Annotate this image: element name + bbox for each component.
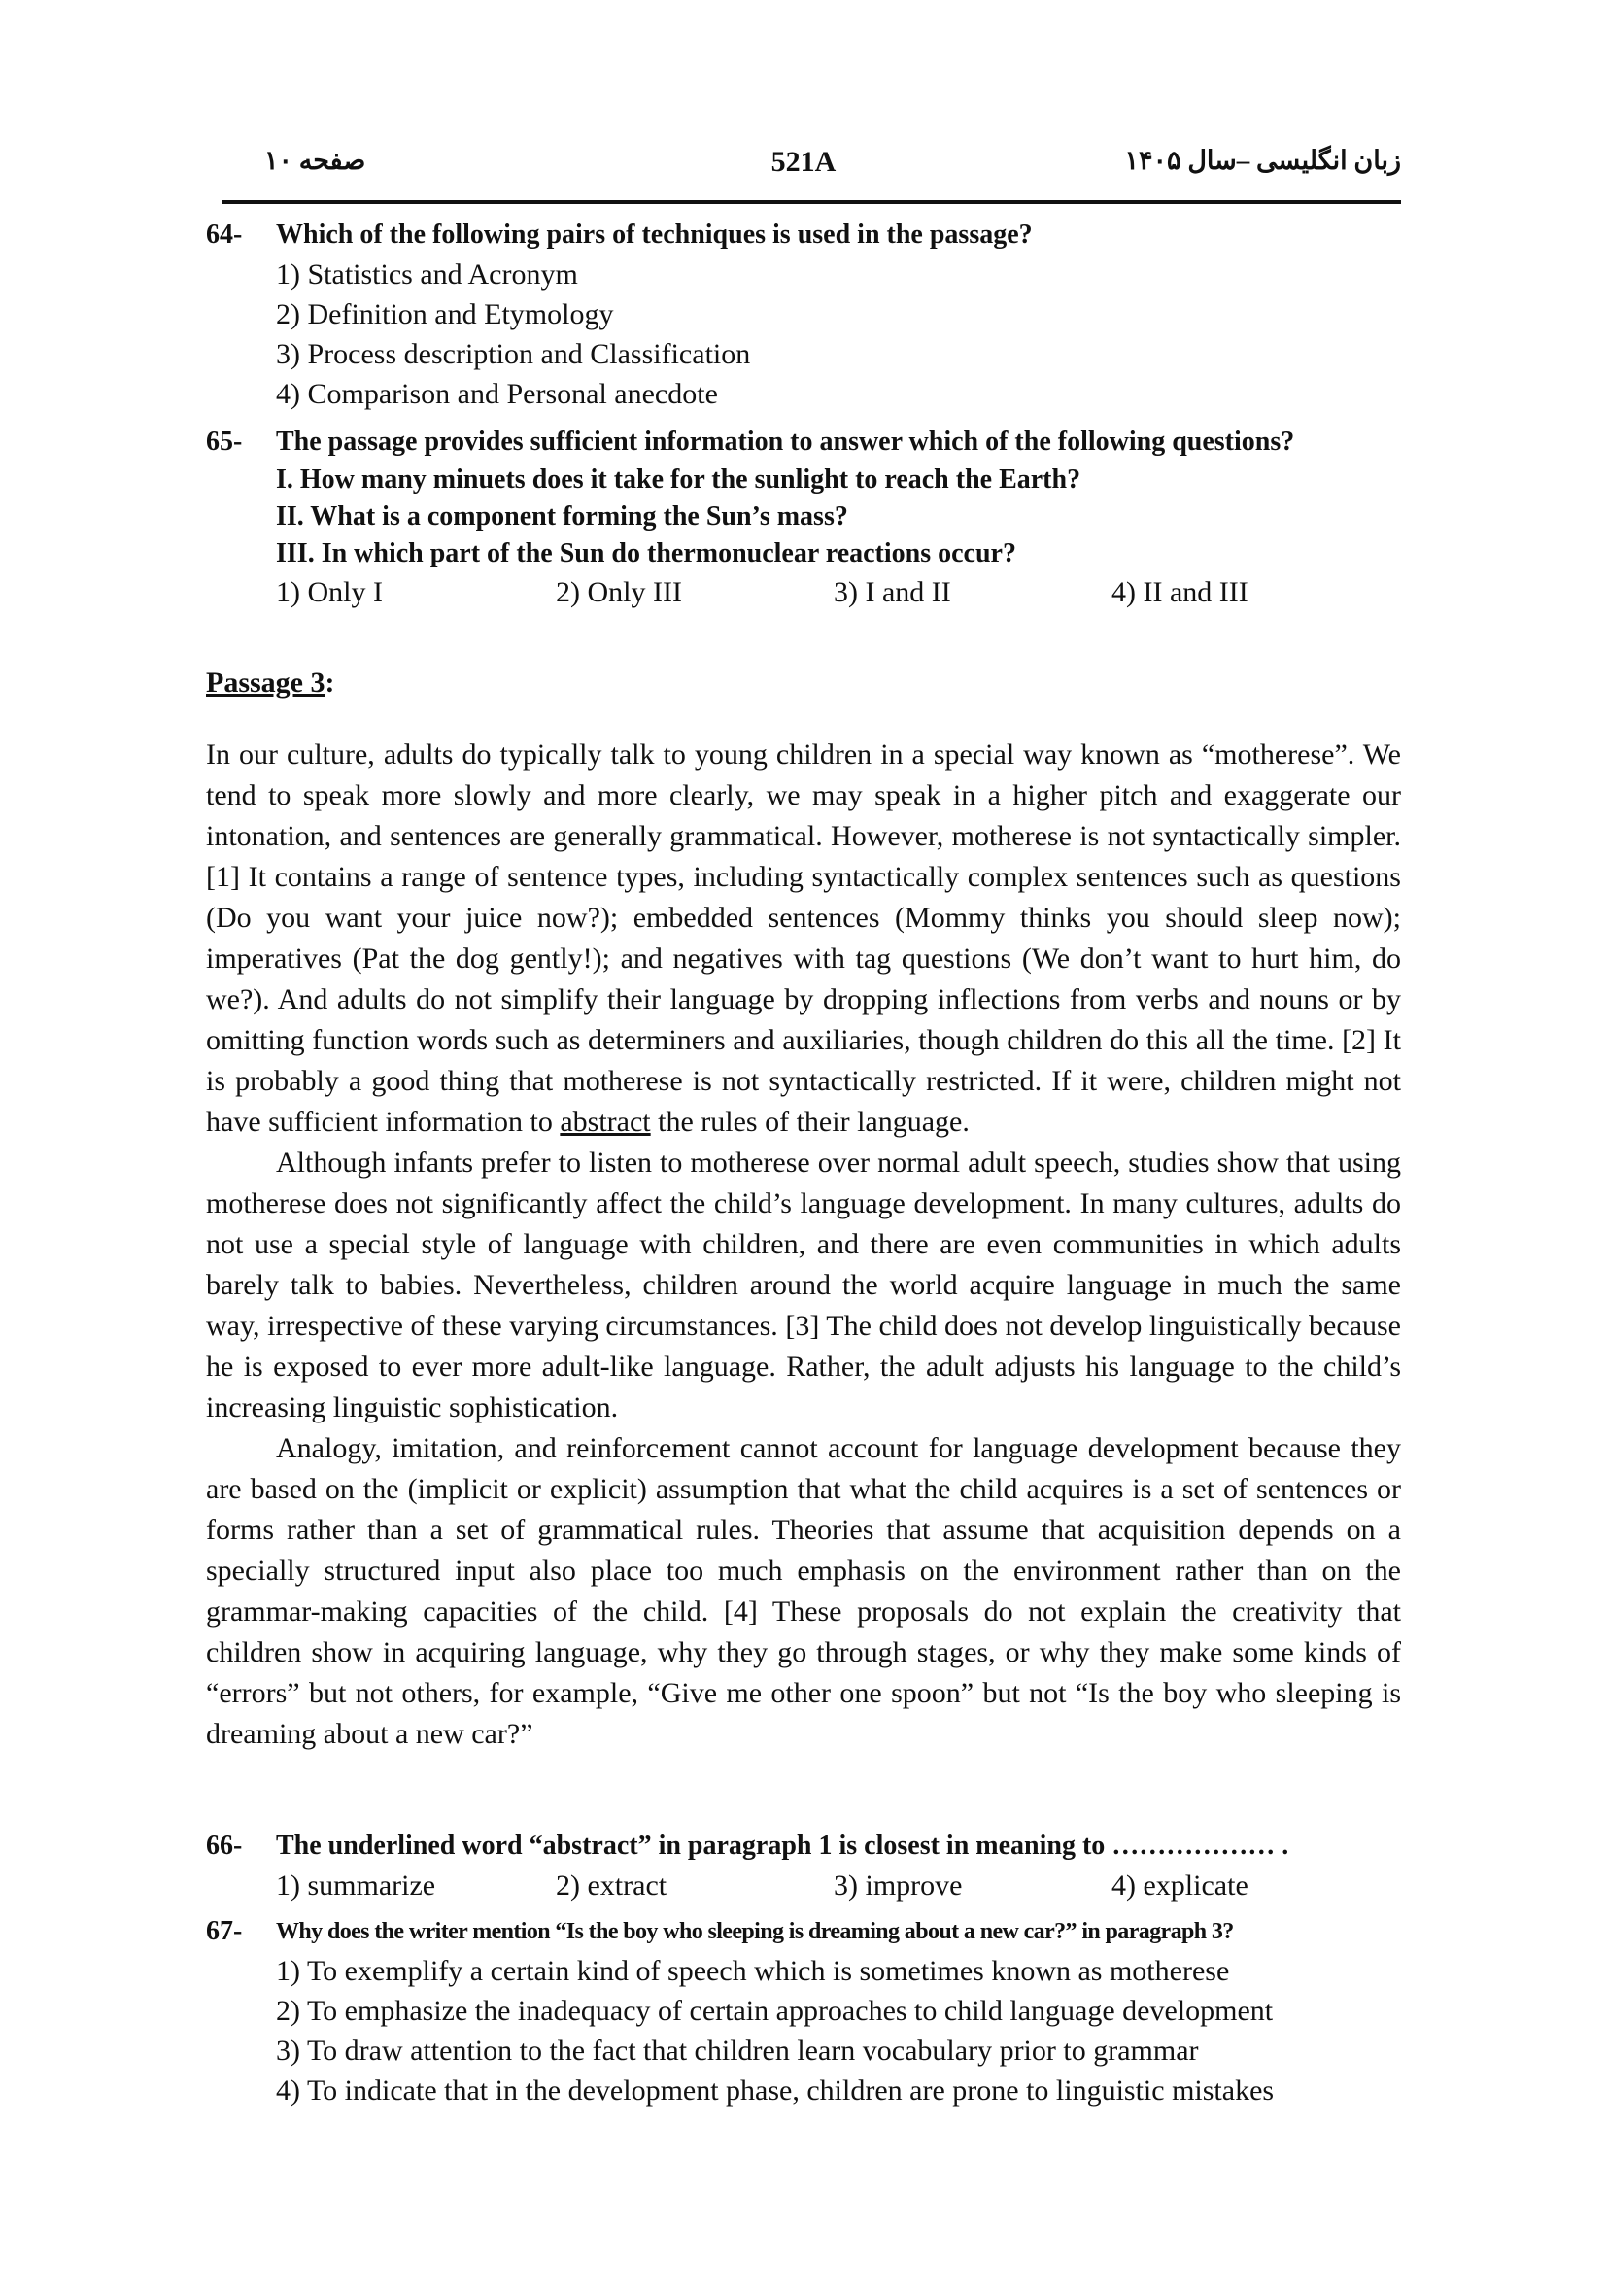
question-item-1: I. How many minuets does it take for the sunlight to reach the Earth? (276, 464, 1081, 495)
paragraph-1: In our culture, adults do typically talk to young children in a special way known as “motherese”. We tend to speak more slowly and more clearly, we may speak in a higher pitch and exaggerate our intonation, and sentences are generally grammatical. However, motherese is not syntactically simpler. [1] It contains a range of sentence types, including syntactically complex sentences such as questions (Do you want your juice now?); embedded sentences (Mommy thinks you should sleep now); imperatives (Pat the dog gently!); and negatives with tag questions (We don’t want to hurt him, do we?). And adults do not simplify their language by dropping inflections from verbs and nouns or by omitting function words such as determiners and auxiliaries, though children do this all the time. [2] It is probably a good thing that motherese is not syntactically restricted. If it were, children might not have sufficient information to abstract the rules of their language. (206, 738, 1401, 1138)
option-2[interactable]: 2) extract (556, 1869, 667, 1902)
option-1[interactable]: 1) summarize (276, 1869, 436, 1902)
option-3[interactable]: 3) improve (834, 1869, 963, 1902)
question-66 (206, 1827, 1401, 1906)
question-stem: Why does the writer mention “Is the boy who sleeping is dreaming about a new car?” in paragraph 3? (276, 1919, 1234, 1944)
option-1[interactable]: 1) To exemplify a certain kind of speech which is sometimes known as motherese (276, 1955, 1230, 1987)
header-divider (222, 200, 1401, 204)
option-3[interactable]: 3) To draw attention to the fact that children learn vocabulary prior to grammar (276, 2035, 1199, 2067)
option-3[interactable]: 3) I and II (834, 576, 951, 608)
subject-title: زبان انگلیسی –سال ۱۴۰۵ (1124, 146, 1401, 175)
page-number-label: صفحه ۱۰ (264, 146, 366, 175)
question-item-3: III. In which part of the Sun do thermonuclear reactions occur? (276, 538, 1016, 568)
question-number: 67- (206, 1916, 243, 1946)
question-stem: The underlined word “abstract” in paragraph 1 is closest in meaning to ……………… . (276, 1831, 1289, 1861)
option-4[interactable]: 4) explicate (1111, 1869, 1248, 1902)
underlined-word: abstract (560, 1106, 651, 1138)
question-stem: The passage provides sufficient information to answer which of the following questions? (276, 427, 1295, 457)
paragraph-3: Analogy, imitation, and reinforcement cannot account for language development because they are based on the (implicit or explicit) assumption that what the child acquires is a set of sentences or forms rather than a set of grammatical rules. Theories that assume that acquisition depends on a specially structured input also place too much emphasis on the environment rather than on the grammar-making capacities of the child. [4] These proposals do not explain the creativity that children show in acquiring language, why they go through stages, or why they make some kinds of “errors” but not others, for example, “Give me other one spoon” but not “Is the boy who sleeping is dreaming about a new car?” (206, 1432, 1401, 1750)
option-2[interactable]: 2) To emphasize the inadequacy of certain approaches to child language development (276, 1995, 1274, 2027)
option-3[interactable]: 3) Process description and Classification (276, 338, 751, 370)
paragraph-2: Although infants prefer to listen to motherese over normal adult speech, studies show that using motherese does not significantly affect the child’s language development. In many cultures, adults do not use a special style of language with children, and there are even communities in which adults barely talk to babies. Nevertheless, children around the world acquire language in much the same way, irrespective of these varying circumstances. [3] The child does not develop linguistically because he is exposed to ever more adult-like language. Rather, the adult adjusts his language to the child’s increasing linguistic sophistication. (206, 1147, 1401, 1423)
option-4[interactable]: 4) To indicate that in the development phase, children are prone to linguistic mistakes (276, 2074, 1275, 2107)
question-64 (206, 216, 1401, 414)
option-1[interactable]: 1) Only I (276, 576, 383, 608)
question-number: 64- (206, 220, 243, 250)
booklet-code: 521A (770, 146, 837, 178)
question-67 (206, 1912, 1401, 2110)
option-1[interactable]: 1) Statistics and Acronym (276, 258, 578, 291)
question-number: 66- (206, 1831, 243, 1861)
options-row (276, 1866, 1401, 1906)
options-row (276, 572, 1401, 613)
question-item-2: II. What is a component forming the Sun’s mass? (276, 501, 848, 531)
option-4[interactable]: 4) II and III (1111, 576, 1248, 608)
option-4[interactable]: 4) Comparison and Personal anecdote (276, 378, 718, 410)
question-stem: Which of the following pairs of techniques is used in the passage? (276, 220, 1033, 250)
option-2[interactable]: 2) Only III (556, 576, 682, 608)
question-number: 65- (206, 427, 243, 457)
passage-body (206, 735, 1401, 1755)
question-65 (206, 423, 1401, 613)
option-2[interactable]: 2) Definition and Etymology (276, 298, 614, 330)
passage-title: Passage 3: (206, 667, 335, 699)
page-header (206, 146, 1401, 194)
